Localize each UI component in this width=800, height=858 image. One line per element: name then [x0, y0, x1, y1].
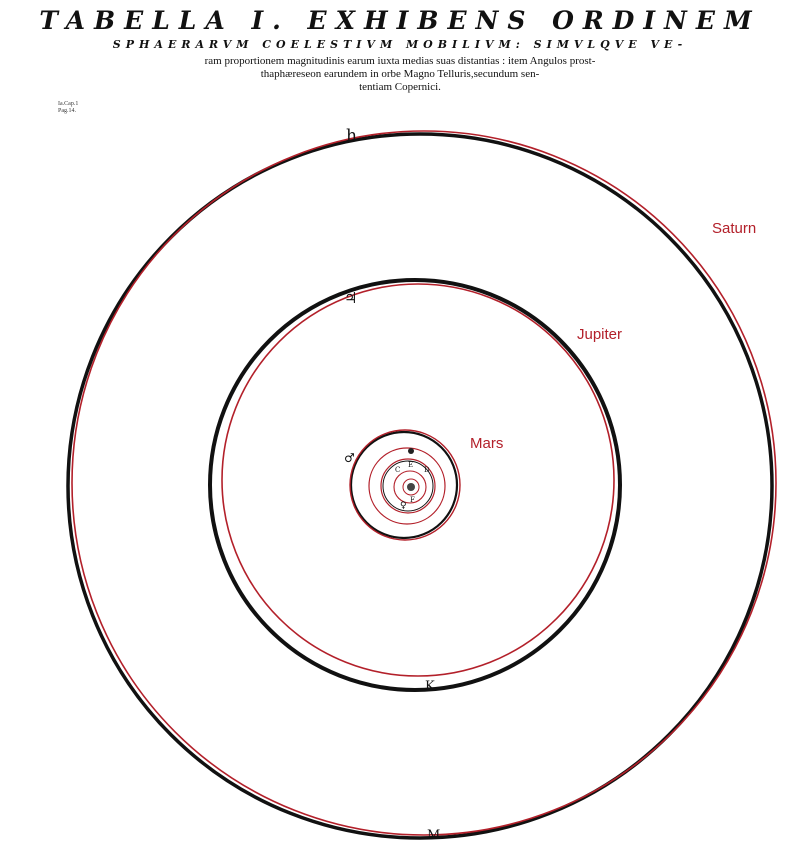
sun-mark — [407, 483, 415, 491]
mars-label: Mars — [470, 435, 504, 452]
jupiter-label: Jupiter — [577, 326, 623, 343]
table-description-line-2: thaphæreseon earundem in orbe Magno Telluris,secundum sen- — [260, 68, 540, 80]
table-description-line-1: ram proportionem magnitudinis earum iuxta medias suas distantias : item Angulos prost- — [204, 55, 596, 67]
saturn-symbol-top: h — [346, 126, 357, 146]
table-description-line-3: tentiam Copernici. — [359, 81, 441, 93]
orbit-letter-f: F — [410, 496, 415, 504]
orbit-letter-c: C — [395, 466, 401, 474]
saturn-symbol-bottom: M — [427, 828, 441, 843]
jupiter-symbol-bottom: K — [425, 679, 435, 694]
orbit-letter-e: E — [408, 461, 414, 469]
venus-symbol: ♀ — [400, 501, 407, 511]
jupiter-orbit-annotation — [222, 284, 614, 676]
table-subtitle: SPHAERARVM COELESTIVM MOBILIVM: SIMVLQVE VE- — [112, 38, 688, 51]
orbit-letter-d: D — [424, 466, 430, 474]
saturn-orbit-print — [68, 134, 772, 838]
mars-symbol-side: ♂ — [344, 451, 355, 465]
margin-reference-page: Pag.14. — [58, 108, 76, 114]
mars-top-dot — [408, 448, 414, 454]
jupiter-symbol-top: ♃ — [344, 289, 358, 307]
saturn-label: Saturn — [712, 220, 757, 237]
jupiter-orbit-print — [210, 280, 623, 690]
table-title: TABELLA I. EXHIBENS ORDINEM — [39, 6, 761, 35]
margin-reference-chapter: Ia.Cap.1 — [58, 101, 79, 107]
